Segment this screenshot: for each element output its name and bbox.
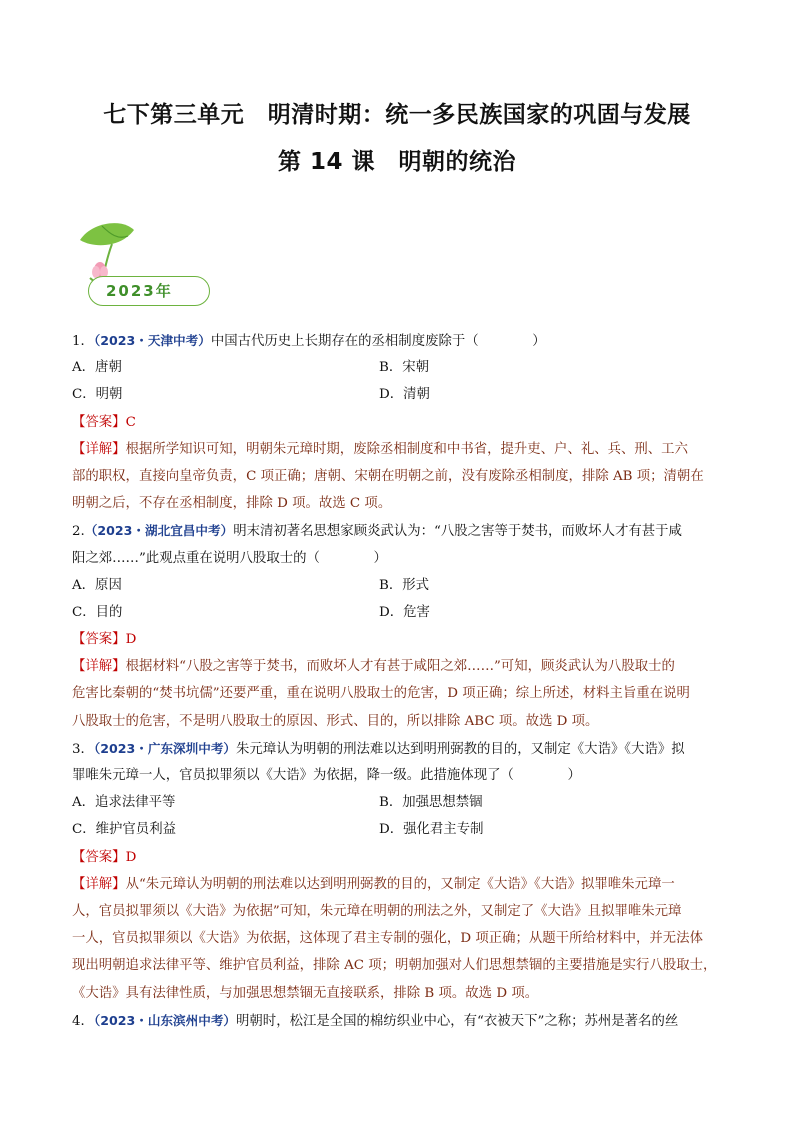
detail-line: 《大诰》具有法律性质，与加强思想禁锢无直接联系，排除 B 项。故选 D 项。 [72,985,539,1001]
detail-line: 现出明朝追求法律平等、维护官员利益，排除 AC 项；明朝加强对人们思想禁锢的主要措施是实行八股取士， [72,958,717,974]
options-row [72,599,727,626]
options-row [72,789,727,816]
option-d: D．危害 [379,604,430,620]
options-row [72,572,727,599]
option-a: A．追求法律平等 [72,795,176,811]
option-a: A．唐朝 [72,360,122,376]
lesson-title: 第 14 课 明朝的统治 [277,149,517,175]
option-b: B．形式 [379,577,430,593]
detail-line: 危害比秦朝的“焚书坑儒”还要严重，重在说明八股取士的危害，D 项正确；综上所述，材料主旨重在说明 [72,686,690,702]
option-b: B．加强思想禁锢 [379,795,483,811]
option-d: D．清朝 [379,387,430,403]
option-c: C．目的 [72,604,123,620]
answer: 【答案】D [72,849,137,865]
detail-line: 一人，官员拟罪须以《大诰》为依据，这体现了君主专制的强化，D 项正确；从题干所给材料中，并无法体 [72,931,703,947]
option-b: B．宋朝 [379,360,430,376]
page-title: 七下第三单元 明清时期：统一多民族国家的巩固与发展 [103,102,691,128]
detail-line: 八股取士的危害，不是明八股取士的原因、形式、目的，所以排除 ABC 项。故选 D 项。 [72,713,599,729]
detail-line: 人，官员拟罪须以《大诰》为依据”可知，朱元璋在明朝的刑法之外，又制定了《大诰》且拟罪唯朱元璋 [72,903,682,919]
detail-line: 部的职权，直接向皇帝负责，C 项正确；唐朝、宋朝在明朝之前，没有废除丞相制度，排除 AB 项；清朝在 [72,468,704,484]
detail: 【详解】根据所学知识可知，明朝朱元璋时期，废除丞相制度和中书省，提升吏、户、礼、兵、刑、工六 [72,441,688,457]
question-stem: 3．（2023・广东深圳中考）朱元璋认为明朝的刑法难以达到明刑弼教的目的，又制定《大诰》《大诰》拟 [72,740,685,757]
options-row [72,381,727,408]
option-d: D．强化君主专制 [379,822,484,838]
answer: 【答案】C [72,414,136,430]
options-row [72,816,727,843]
question-stem-line: 阳之郊……”此观点重在说明八股取士的（ ） [72,550,387,566]
question-stem: 4．（2023・山东滨州中考）明朝时，松江是全国的棉纺织业中心，有“衣被天下”之称；苏州是著名的丝 [72,1012,679,1029]
options-row [72,354,727,381]
year-badge [72,220,212,310]
option-c: C．维护官员利益 [72,822,176,838]
option-c: C．明朝 [72,387,123,403]
detail: 【详解】从“朱元璋认为明朝的刑法难以达到明刑弼教的目的，又制定《大诰》《大诰》拟罪唯朱元璋一 [72,876,675,892]
detail: 【详解】根据材料“八股之害等于焚书，而败坏人才有甚于咸阳之郊……”可知，顾炎武认为八股取士的 [72,659,675,675]
question-stem: 1．（2023・天津中考）中国古代历史上长期存在的丞相制度废除于（ ） [72,333,546,349]
detail-line: 明朝之后，不存在丞相制度，排除 D 项。故选 C 项。 [72,496,392,512]
question-stem-line: 罪唯朱元璋一人，官员拟罪须以《大诰》为依据，降一级。此措施体现了（ ） [72,768,581,783]
answer: 【答案】D [72,632,137,648]
question-list [72,327,727,1034]
option-a: A．原因 [72,577,122,593]
question-stem: 2.（2023・湖北宜昌中考）明末清初著名思想家顾炎武认为：“八股之害等于焚书，而败坏人才有甚于咸 [72,523,682,540]
year-label: 2023年 [106,282,173,300]
